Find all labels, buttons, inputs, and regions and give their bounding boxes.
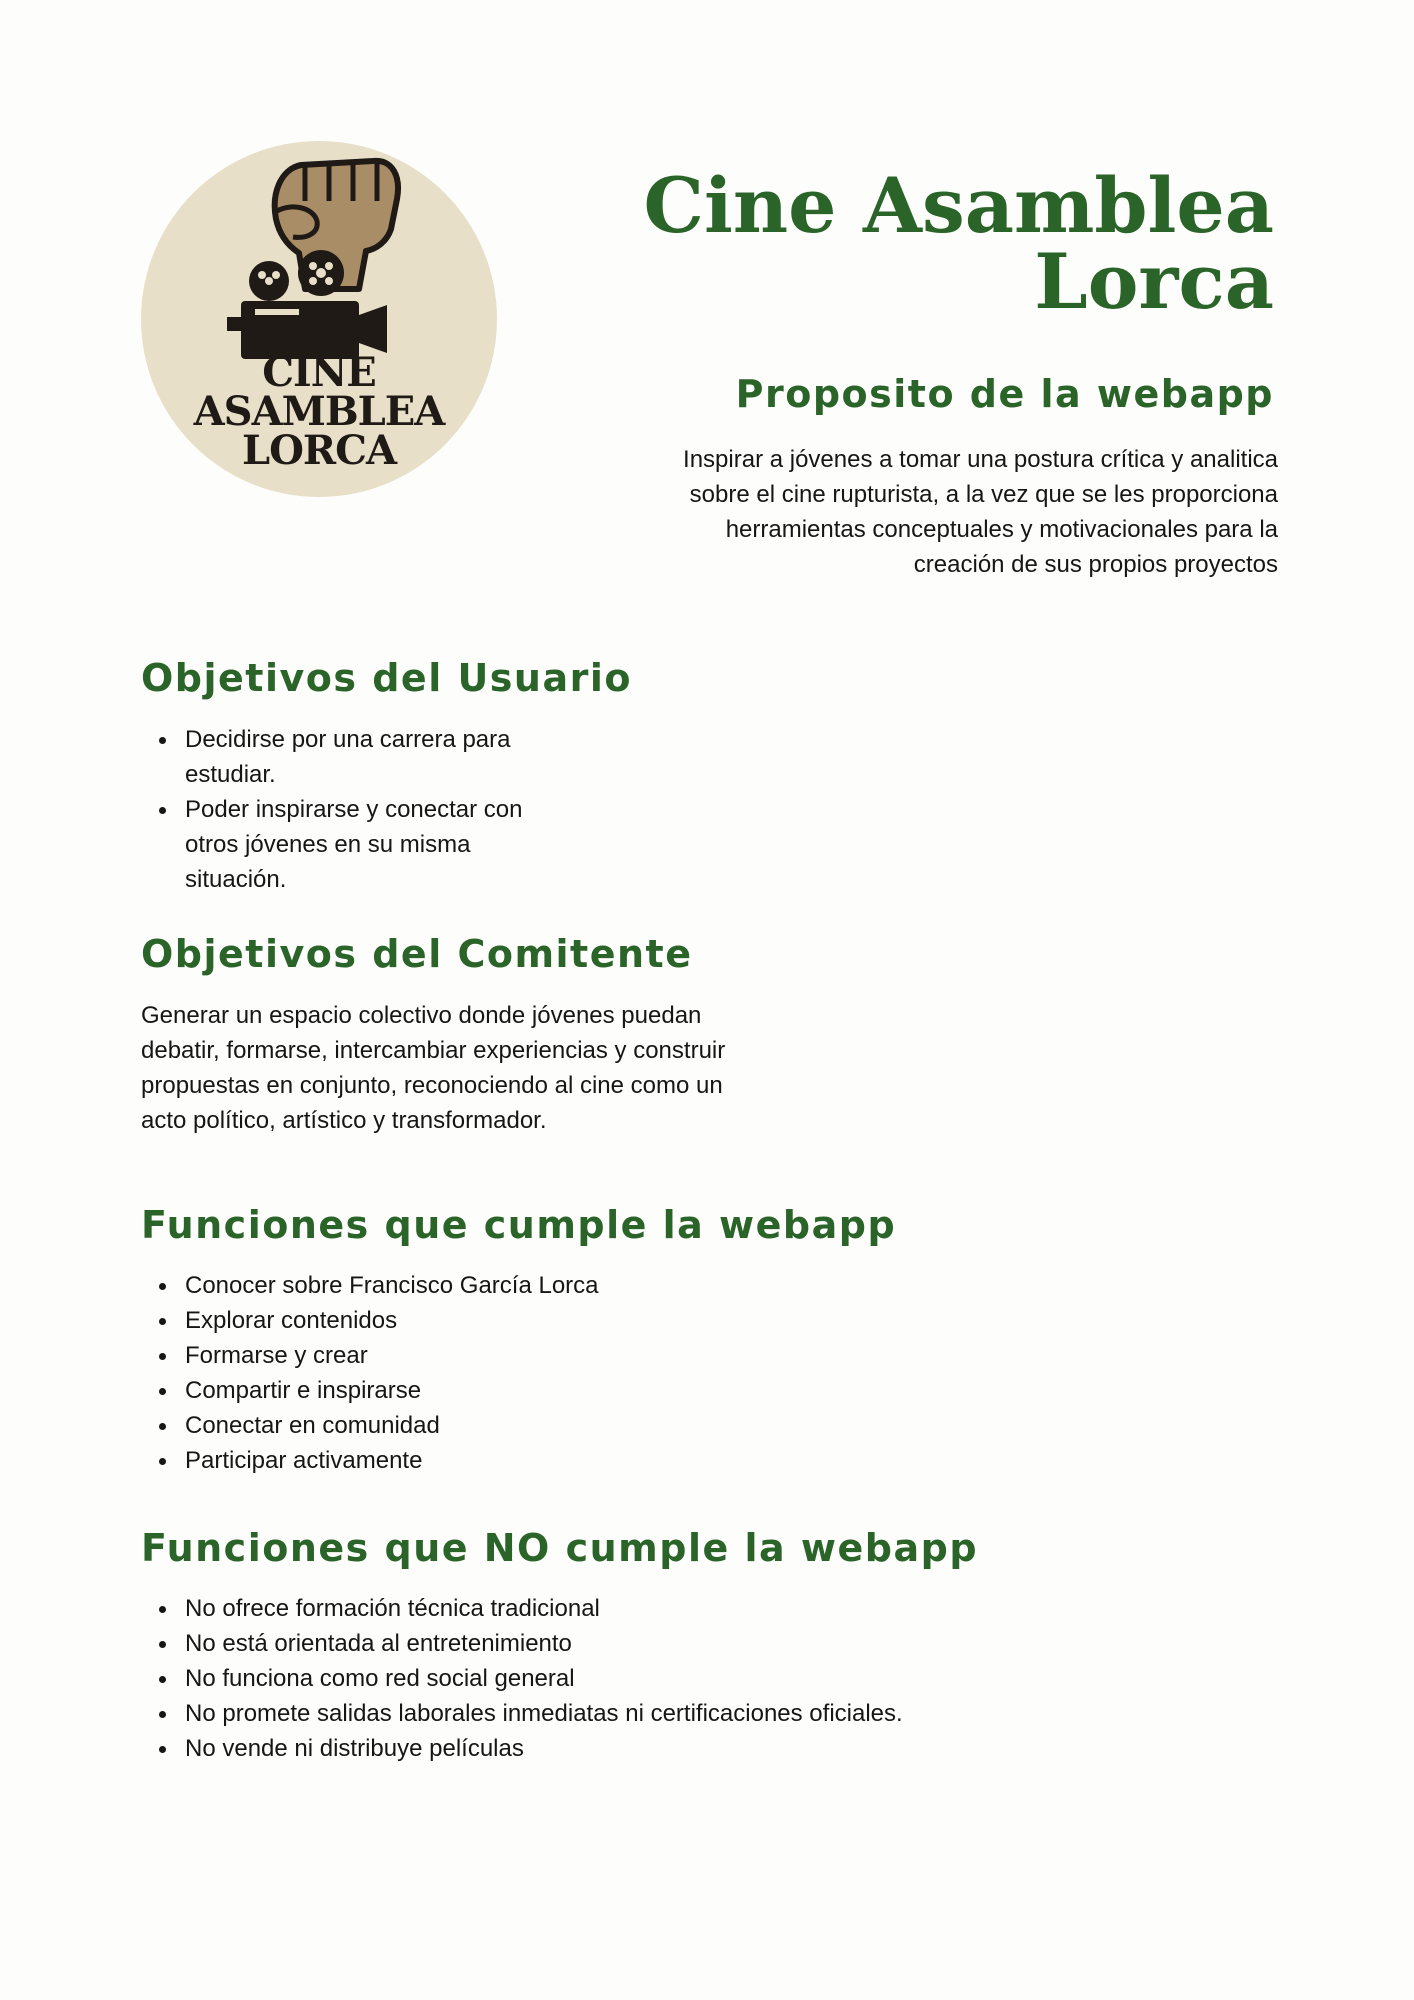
page-title — [643, 161, 1274, 326]
user-goals-heading: Objetivos del Usuario — [141, 656, 632, 700]
client-goals-text — [141, 998, 725, 1138]
paragraph-line: propuestas en conjunto, reconociendo al cine como un — [141, 1072, 723, 1099]
user-goals-list — [141, 722, 523, 897]
logo — [141, 141, 497, 497]
list-item: Formarse y crear — [185, 1338, 599, 1373]
list-item: No funciona como red social general — [185, 1661, 903, 1696]
list-item: No promete salidas laborales inmediatas ni certificaciones oficiales. — [185, 1696, 903, 1731]
list-item-line: otros jóvenes en su misma — [185, 831, 471, 858]
list-item: No está orientada al entretenimiento — [185, 1626, 903, 1661]
functions-list — [141, 1268, 599, 1478]
logo-text-line-3: LORCA — [241, 427, 397, 474]
purpose-text — [578, 442, 1278, 582]
page-title-line-2: Lorca — [1034, 237, 1274, 326]
page-title-line-1: Cine Asamblea — [643, 161, 1274, 250]
list-item-line: estudiar. — [185, 761, 276, 788]
purpose-line: Inspirar a jóvenes a tomar una postura crítica y analitica — [683, 446, 1278, 473]
list-item: Explorar contenidos — [185, 1303, 599, 1338]
client-goals-heading: Objetivos del Comitente — [141, 932, 693, 976]
purpose-heading: Proposito de la webapp — [735, 372, 1274, 416]
list-item-line: Poder inspirarse y conectar con — [185, 796, 523, 823]
list-item: Conocer sobre Francisco García Lorca — [185, 1268, 599, 1303]
list-item: Compartir e inspirarse — [185, 1373, 599, 1408]
paragraph-line: Generar un espacio colectivo donde jóvenes puedan — [141, 1002, 702, 1029]
list-item: Participar activamente — [185, 1443, 599, 1478]
non-functions-list — [141, 1591, 903, 1766]
list-item: No ofrece formación técnica tradicional — [185, 1591, 903, 1626]
logo-text-line-1: CINE — [262, 349, 376, 396]
purpose-line: creación de sus propios proyectos — [913, 551, 1278, 578]
list-item: Conectar en comunidad — [185, 1408, 599, 1443]
functions-heading: Funciones que cumple la webapp — [141, 1203, 897, 1247]
list-item-line: Decidirse por una carrera para — [185, 726, 511, 753]
list-item — [185, 792, 523, 897]
logo-text-line-2: ASAMBLEA — [193, 388, 445, 435]
paragraph-line: debatir, formarse, intercambiar experiencias y construir — [141, 1037, 726, 1064]
paragraph-line: acto político, artístico y transformador. — [141, 1107, 547, 1134]
list-item-line: situación. — [185, 866, 287, 893]
purpose-line: herramientas conceptuales y motivacionales para la — [725, 516, 1278, 543]
non-functions-heading: Funciones que NO cumple la webapp — [141, 1526, 979, 1570]
list-item — [185, 722, 523, 792]
list-item: No vende ni distribuye películas — [185, 1731, 903, 1766]
purpose-line: sobre el cine rupturista, a la vez que se les proporciona — [689, 481, 1278, 508]
